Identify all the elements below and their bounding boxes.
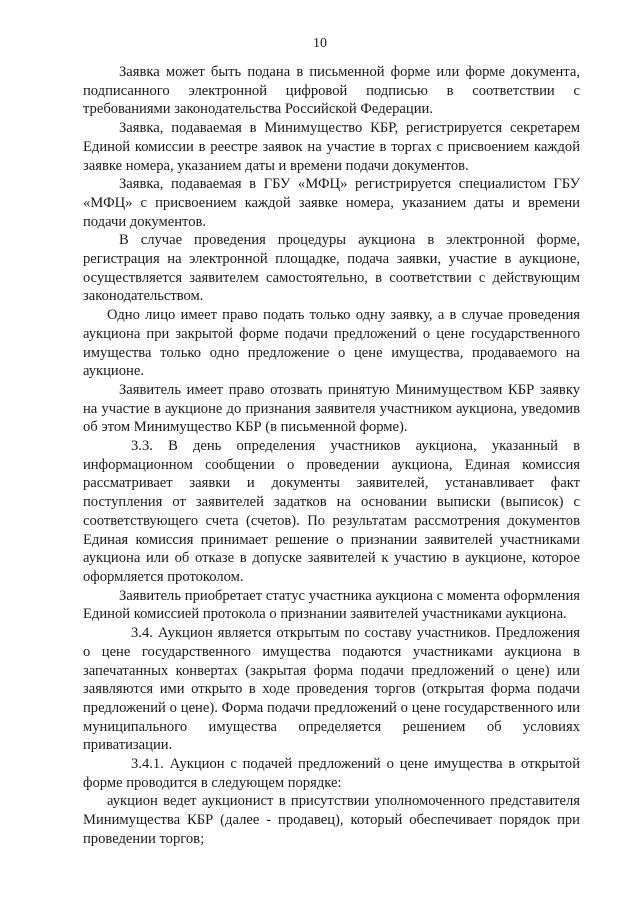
paragraph-withdraw-application: Заявитель имеет право отозвать принятую Минимуществом КБР заявку на участие в аукционе до признания заявителя участником аукциона, уведомив об этом Минимущество КБР (в письменной форме).: [83, 381, 580, 436]
paragraph-electronic-auction: В случае проведения процедуры аукциона в электронной форме, регистрация на электронной площадке, подача заявки, участие в аукционе, осуществляется заявителем самостоятельно, в соответствии с действующим законодательством.: [83, 232, 580, 305]
paragraph-section-3-3: 3.3. В день определения участников аукциона, указанный в информационном сообщении о проведении аукциона, Единая комиссия рассматривает заявки и документы заявителей, устанавливает факт поступления от заявителей задатков на основании выписки (выписок) с соответствующего счета (счетов). По результатам рассмотрения документов Единая комиссия принимает решение о признании заявителей участниками аукциона или об отказе в допуске заявителей к участию в аукционе, которое оформляется протоколом.: [83, 438, 580, 585]
paragraph-auctioneer: аукцион ведет аукционист в присутствии уполномоченного представителя Минимущества КБР (далее - продавец), который обеспечивает порядок при проведении торгов;: [83, 793, 580, 847]
paragraph-application-form: Заявка может быть подана в письменной форме или форме документа, подписанного электронной цифровой подписью в соответствии с требованиями законодательства Российской Федерации.: [83, 64, 580, 118]
page-number: 10: [313, 36, 327, 51]
paragraph-section-3-4-1: 3.4.1. Аукцион с подачей предложений о цене имущества в открытой форме проводится в следующем порядке:: [83, 756, 580, 791]
paragraph-registration-ministry: Заявка, подаваемая в Минимущество КБР, регистрируется секретарем Единой комиссии в реестре заявок на участие в торгах с присвоением каждой заявке номера, указанием даты и времени подачи документов.: [83, 120, 580, 174]
paragraph-participant-status: Заявитель приобретает статус участника аукциона с момента оформления Единой комиссией протокола о признании заявителей участниками аукциона.: [83, 587, 580, 623]
document-body: [83, 63, 580, 849]
paragraph-section-3-4: 3.4. Аукцион является открытым по составу участников. Предложения о цене государственного имущества подаются участниками аукциона в запечатанных конвертах (закрытая форма подачи предложений о цене) или заявляются ими открыто в ходе проведения торгов (открытая форма подачи предложений о цене). Форма подачи предложений о цене государственного или муниципального имущества определяется решением об условиях приватизации.: [83, 625, 580, 754]
paragraph-registration-mfc: Заявка, подаваемая в ГБУ «МФЦ» регистрируется специалистом ГБУ «МФЦ» с присвоением каждой заявке номера, указанием даты и времени подачи документов.: [83, 176, 580, 230]
paragraph-one-application: Одно лицо имеет право подать только одну заявку, а в случае проведения аукциона при закрытой форме подачи предложений о цене государственного имущества только одно предложение о цене имущества, продаваемого на аукционе.: [83, 307, 580, 380]
